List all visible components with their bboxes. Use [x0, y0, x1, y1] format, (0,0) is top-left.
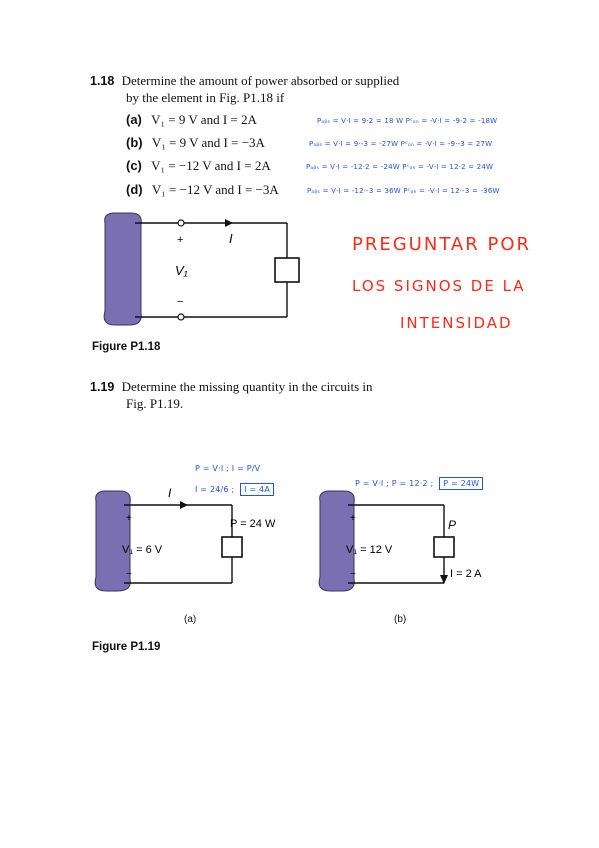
- problem-text-line1: Determine the amount of power absorbed or supplied: [121, 73, 400, 88]
- item-label: (d): [126, 182, 143, 197]
- plus-terminal: +: [126, 513, 132, 524]
- item-text: V₁ = −12 V and I = 2A: [151, 158, 271, 173]
- voltage-label: V₁: [175, 263, 188, 278]
- handwritten-calc-text: I = 24/6 ;: [195, 485, 235, 494]
- item-b: [126, 135, 265, 151]
- problem-text-line2: Fig. P1.19.: [126, 396, 184, 411]
- subfigure-label-a: (a): [184, 614, 197, 625]
- current-label: I: [229, 231, 233, 246]
- minus-terminal: −: [177, 296, 184, 308]
- battery-shape: [95, 491, 130, 591]
- annotation-line3: INTENSIDAD: [400, 314, 513, 332]
- minus-terminal: −: [350, 569, 356, 580]
- handwritten-note-c: Pₐᵦₛ = V·I = -12·2 = -24W Pᶜₒₙ = -V·I = 12·2 = 24W: [306, 163, 494, 171]
- problem-1-18-heading: [90, 72, 399, 90]
- handwritten-note-b: Pₐᵦₛ = V·I = 9·-3 = -27W Pᶜₒₙ = -V·I = -9·-3 = 27W: [309, 140, 493, 148]
- voltage-label: V₁ = 12 V: [346, 544, 393, 556]
- item-d: [126, 182, 279, 198]
- item-label: (a): [126, 112, 142, 127]
- item-text: V₁ = −12 V and I = −3A: [151, 182, 279, 197]
- figure-p1-19b-circuit: [312, 485, 512, 595]
- handwritten-formula-a: P = V·I ; I = P/V: [195, 464, 261, 473]
- problem-number: 1.19: [90, 380, 115, 394]
- problem-1-19-heading: [90, 378, 373, 396]
- handwritten-note-a: Pₐᵦₛ = V·I = 9·2 = 18 W Pᶜₒₙ = -V·I = -9·2 = -18W: [317, 117, 498, 125]
- current-label: I: [168, 486, 172, 500]
- current-arrow: [225, 219, 233, 227]
- minus-terminal: −: [126, 569, 132, 580]
- subfigure-label-b: (b): [394, 614, 407, 625]
- problem-text-line2: by the element in Fig. P1.18 if: [126, 90, 285, 105]
- problem-number: 1.18: [90, 74, 115, 88]
- power-label: P: [448, 518, 457, 532]
- figure-caption-p1-19: Figure P1.19: [92, 641, 161, 653]
- element-box: [222, 537, 242, 557]
- handwritten-result-box-a: I = 4A: [240, 483, 274, 496]
- current-arrow: [180, 501, 188, 509]
- plus-terminal: +: [177, 234, 184, 246]
- problem-text-line1: Determine the missing quantity in the circuits in: [121, 379, 373, 394]
- item-text: V₁ = 9 V and I = −3A: [151, 135, 265, 150]
- annotation-line2: LOS SIGNOS DE LA: [352, 277, 526, 295]
- item-a: [126, 112, 257, 128]
- voltage-label: V₁ = 6 V: [122, 544, 163, 556]
- figure-caption-p1-18: Figure P1.18: [92, 341, 161, 353]
- handwritten-calc-text: P = V·I ; P = 12·2 ;: [355, 479, 434, 488]
- element-box: [275, 258, 299, 282]
- annotation-line1: PREGUNTAR POR: [352, 234, 531, 255]
- handwritten-note-d: Pₐᵦₛ = V·I = -12·-3 = 36W Pᶜₒₙ = -V·I = 12·-3 = -36W: [307, 187, 500, 195]
- plus-terminal: +: [350, 513, 356, 524]
- element-box: [434, 537, 454, 557]
- item-label: (c): [126, 158, 142, 173]
- item-text: V₁ = 9 V and I = 2A: [151, 112, 257, 127]
- battery-shape: [319, 491, 354, 591]
- battery-shape: [104, 213, 141, 325]
- item-c: [126, 158, 271, 174]
- item-label: (b): [126, 135, 143, 150]
- figure-p1-18-circuit: [95, 205, 315, 330]
- handwritten-result-box-b: P = 24W: [439, 477, 483, 490]
- power-label: P = 24 W: [230, 518, 276, 530]
- figure-p1-19a-circuit: [88, 485, 298, 595]
- current-label: I = 2 A: [450, 568, 482, 580]
